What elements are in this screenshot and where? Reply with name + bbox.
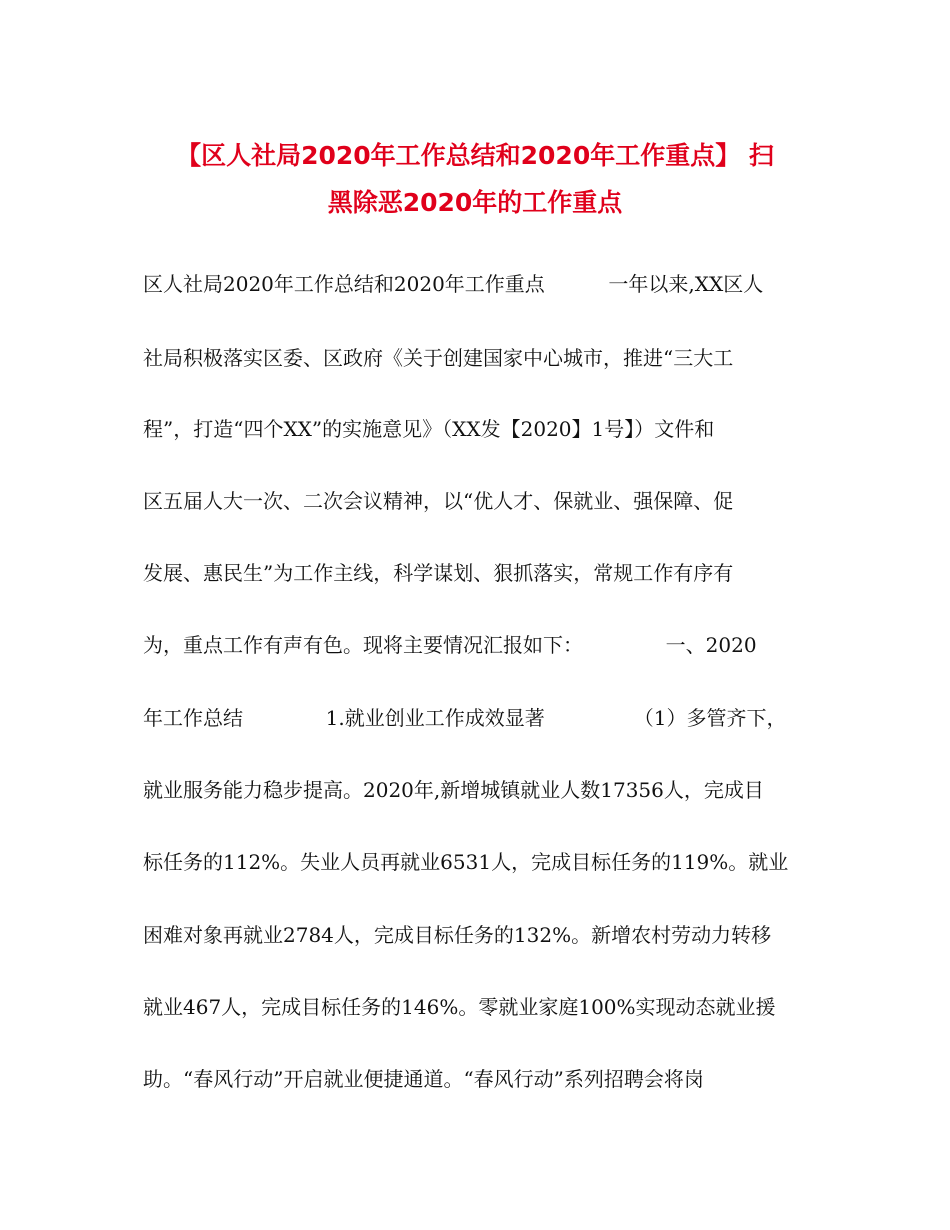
body-text-line-9: 标任务的112%。失业人员再就业6531人，完成目标任务的119%。就业: [143, 850, 789, 874]
document-title-line-1: 【区人社局2020年工作总结和2020年工作重点】 扫: [176, 141, 774, 170]
body-text-line-1: 区人社局2020年工作总结和2020年工作重点 一年以来,XX区人: [143, 272, 764, 296]
body-text-line-8: 就业服务能力稳步提高。2020年,新增城镇就业人数17356人，完成目: [143, 778, 764, 802]
body-text-line-3: 程”，打造“四个XX”的实施意见》（XX发【2020】1号】）文件和: [143, 417, 715, 441]
body-text-line-7: 年工作总结 1.就业创业工作成效显著 （1）多管齐下，: [143, 706, 787, 730]
body-text-line-6: 为，重点工作有声有色。现将主要情况汇报如下： 一、2020: [143, 633, 757, 657]
body-text-line-5: 发展、惠民生”为工作主线，科学谋划、狠抓落实，常规工作有序有: [143, 561, 734, 585]
body-text-line-11: 就业467人，完成目标任务的146%。零就业家庭100%实现动态就业援: [143, 995, 776, 1019]
body-text-line-2: 社局积极落实区委、区政府《关于创建国家中心城市，推进“三大工: [143, 346, 734, 370]
body-text-line-4: 区五届人大一次、二次会议精神，以“优人才、保就业、强保障、促: [143, 489, 734, 513]
document-title-line-2: 黑除恶2020年的工作重点: [327, 188, 623, 217]
body-text-line-12: 助。“春风行动”开启就业便捷通道。“春风行动”系列招聘会将岗: [143, 1067, 704, 1091]
body-text-line-10: 困难对象再就业2784人，完成目标任务的132%。新增农村劳动力转移: [143, 923, 772, 947]
